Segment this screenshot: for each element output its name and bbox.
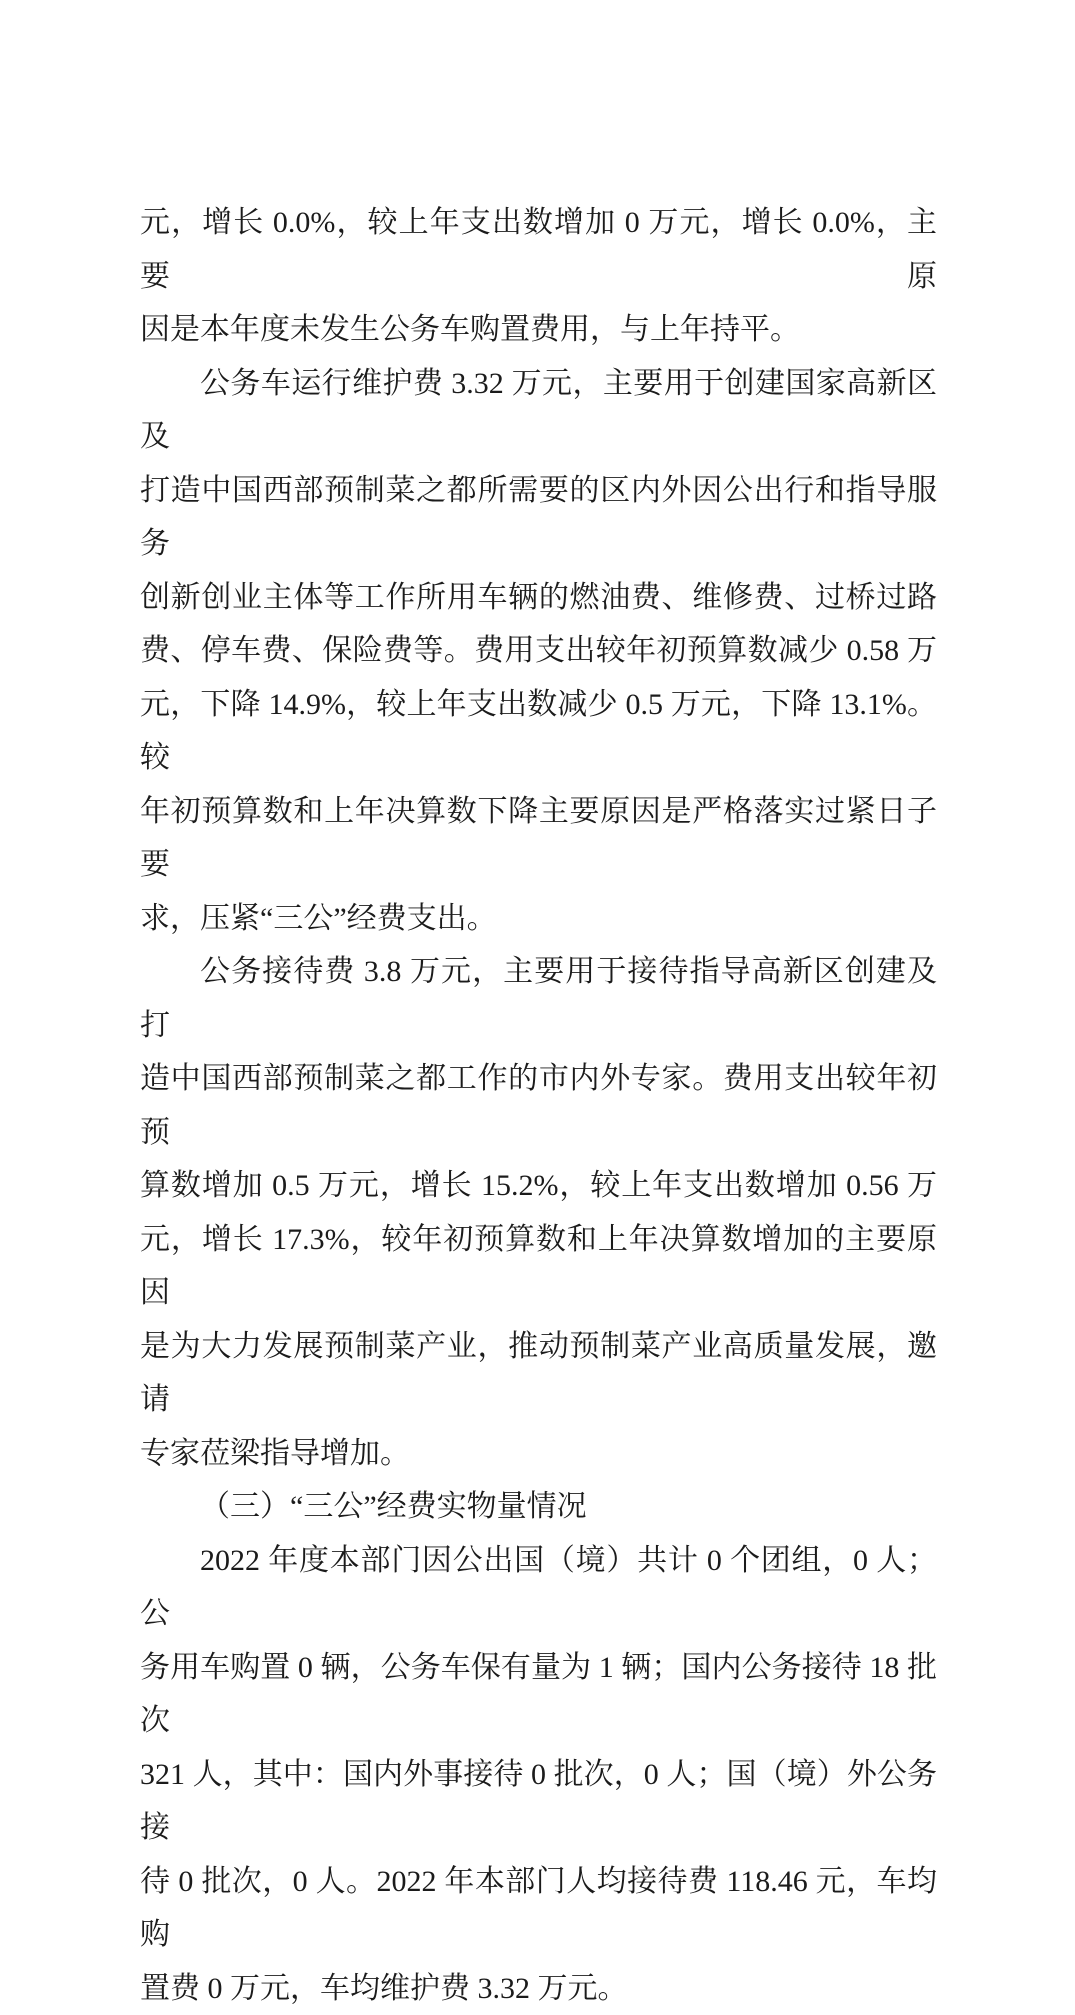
paragraph-physical-quantities [140, 1534, 937, 2015]
text-line: 务用车购置 0 辆，公务车保有量为 1 辆；国内公务接待 18 批次 [140, 1641, 937, 1748]
text-line: 打造中国西部预制菜之都所需要的区内外因公出行和指导服务 [140, 464, 937, 571]
text-line: 费、停车费、保险费等。费用支出较年初预算数减少 0.58 万 [140, 624, 937, 678]
text-line: 专家莅梁指导增加。 [140, 1427, 937, 1481]
paragraph-official-reception-fee [140, 945, 937, 1480]
section-heading-text: （三）“三公”经费实物量情况 [140, 1480, 937, 1534]
text-line: 元，增长 17.3%，较年初预算数和上年决算数增加的主要原因 [140, 1213, 937, 1320]
text-line: 置费 0 万元，车均维护费 3.32 万元。 [140, 1962, 937, 2015]
text-line: 元，增长 0.0%，较上年支出数增加 0 万元，增长 0.0%，主要原 [140, 196, 937, 303]
section-heading [140, 1480, 937, 1534]
text-line: 创新创业主体等工作所用车辆的燃油费、维修费、过桥过路 [140, 571, 937, 625]
text-line: 算数增加 0.5 万元，增长 15.2%，较上年支出数增加 0.56 万 [140, 1159, 937, 1213]
text-line: 公务车运行维护费 3.32 万元，主要用于创建国家高新区及 [140, 357, 937, 464]
text-line: 因是本年度未发生公务车购置费用，与上年持平。 [140, 303, 937, 357]
text-line: 公务接待费 3.8 万元，主要用于接待指导高新区创建及打 [140, 945, 937, 1052]
text-line: 造中国西部预制菜之都工作的市内外专家。费用支出较年初预 [140, 1052, 937, 1159]
paragraph-vehicle-maintenance-fee [140, 357, 937, 946]
text-line: 求，压紧“三公”经费支出。 [140, 892, 937, 946]
text-line: 2022 年度本部门因公出国（境）共计 0 个团组，0 人；公 [140, 1534, 937, 1641]
text-line: 是为大力发展预制菜产业，推动预制菜产业高质量发展，邀请 [140, 1320, 937, 1427]
text-line: 321 人，其中：国内外事接待 0 批次，0 人；国（境）外公务接 [140, 1748, 937, 1855]
text-line: 年初预算数和上年决算数下降主要原因是严格落实过紧日子要 [140, 785, 937, 892]
text-line: 待 0 批次，0 人。2022 年本部门人均接待费 118.46 元，车均购 [140, 1855, 937, 1962]
text-line: 元，下降 14.9%，较上年支出数减少 0.5 万元，下降 13.1%。较 [140, 678, 937, 785]
paragraph-carryover-vehicle-purchase [140, 196, 937, 357]
